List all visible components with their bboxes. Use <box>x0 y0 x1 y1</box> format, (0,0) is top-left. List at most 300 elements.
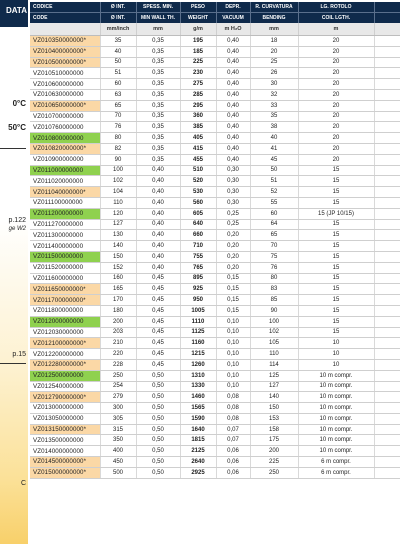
cell-weight: 2640 <box>180 457 216 468</box>
cell-wall: 0,35 <box>136 46 180 57</box>
cell-wall: 0,50 <box>136 381 180 392</box>
cell-coil: 15 <box>298 165 374 176</box>
table-row <box>30 122 400 133</box>
cell-bending: 200 <box>250 446 298 457</box>
cell-vacuum: 0,10 <box>216 381 250 392</box>
cell-extra <box>374 424 400 435</box>
cell-bending: 158 <box>250 424 298 435</box>
cell-vacuum: 0,30 <box>216 187 250 198</box>
cell-extra <box>374 295 400 306</box>
cell-weight: 285 <box>180 89 216 100</box>
cell-diameter: 500 <box>100 467 136 478</box>
cell-code: VZ011650000000* <box>30 284 100 295</box>
cell-diameter: 254 <box>100 381 136 392</box>
cell-weight: 195 <box>180 36 216 47</box>
cell-extra <box>374 435 400 446</box>
cell-extra <box>374 316 400 327</box>
cell-vacuum: 0,40 <box>216 133 250 144</box>
cell-coil: 15 <box>298 316 374 327</box>
cell-bending: 64 <box>250 219 298 230</box>
cell-bending: 150 <box>250 403 298 414</box>
cell-vacuum: 0,30 <box>216 176 250 187</box>
cell-coil: 20 <box>298 36 374 47</box>
cell-wall: 0,40 <box>136 176 180 187</box>
table-row <box>30 349 400 360</box>
cell-wall: 0,50 <box>136 403 180 414</box>
sidebar-header-label: DATA <box>5 6 27 15</box>
cell-diameter: 305 <box>100 413 136 424</box>
cell-code: VZ010600000000 <box>30 79 100 90</box>
cell-diameter: 80 <box>100 133 136 144</box>
cell-vacuum: 0,15 <box>216 295 250 306</box>
table-row <box>30 187 400 198</box>
cell-coil: 15 <box>298 251 374 262</box>
cell-weight: 1310 <box>180 370 216 381</box>
table-row <box>30 295 400 306</box>
cell-wall: 0,45 <box>136 316 180 327</box>
cell-bending: 90 <box>250 305 298 316</box>
cell-wall: 0,35 <box>136 100 180 111</box>
cell-wall: 0,35 <box>136 36 180 47</box>
table-row <box>30 413 400 424</box>
col-diameter-header: Ø INT. <box>100 2 136 13</box>
table-row <box>30 316 400 327</box>
sidebar-header <box>0 0 28 27</box>
cell-diameter: 120 <box>100 208 136 219</box>
cell-diameter: 250 <box>100 370 136 381</box>
table-row <box>30 79 400 90</box>
table-row <box>30 36 400 47</box>
cell-code: VZ014500000000* <box>30 457 100 468</box>
cell-coil: 15 <box>298 305 374 316</box>
cell-extra <box>374 133 400 144</box>
cell-weight: 1640 <box>180 424 216 435</box>
cell-wall: 0,40 <box>136 230 180 241</box>
unit-coil: m <box>298 23 374 36</box>
cell-wall: 0,40 <box>136 197 180 208</box>
cell-diameter: 65 <box>100 100 136 111</box>
cell-wall: 0,50 <box>136 457 180 468</box>
cell-wall: 0,40 <box>136 241 180 252</box>
cell-extra <box>374 219 400 230</box>
cell-diameter: 180 <box>100 305 136 316</box>
cell-coil: 15 <box>298 187 374 198</box>
cell-vacuum: 0,15 <box>216 284 250 295</box>
table-row <box>30 219 400 230</box>
cell-code: VZ011600000000 <box>30 273 100 284</box>
cell-coil: 10 <box>298 349 374 360</box>
cell-code: VZ010650000000* <box>30 100 100 111</box>
cell-bending: 153 <box>250 413 298 424</box>
cell-weight: 1565 <box>180 403 216 414</box>
cell-code: VZ010700000000 <box>30 111 100 122</box>
cell-vacuum: 0,40 <box>216 46 250 57</box>
cell-extra <box>374 370 400 381</box>
sidebar-ref-3: p.15 <box>12 351 26 358</box>
left-sidebar <box>0 0 28 544</box>
cell-diameter: 450 <box>100 457 136 468</box>
cell-extra <box>374 36 400 47</box>
cell-weight: 455 <box>180 154 216 165</box>
cell-weight: 710 <box>180 241 216 252</box>
cell-code: VZ010800000000 <box>30 133 100 144</box>
cell-weight: 2925 <box>180 467 216 478</box>
cell-bending: 30 <box>250 79 298 90</box>
cell-code: VZ010900000000 <box>30 154 100 165</box>
cell-vacuum: 0,15 <box>216 305 250 316</box>
cell-diameter: 203 <box>100 327 136 338</box>
table-row <box>30 111 400 122</box>
cell-vacuum: 0,15 <box>216 273 250 284</box>
cell-extra <box>374 413 400 424</box>
cell-code: VZ012200000000 <box>30 349 100 360</box>
cell-diameter: 160 <box>100 273 136 284</box>
unit-code <box>30 23 100 36</box>
cell-extra <box>374 251 400 262</box>
cell-coil: 10 m compr. <box>298 392 374 403</box>
cell-diameter: 100 <box>100 165 136 176</box>
cell-extra <box>374 100 400 111</box>
cell-diameter: 220 <box>100 349 136 360</box>
cell-coil: 15 <box>298 327 374 338</box>
cell-wall: 0,45 <box>136 273 180 284</box>
cell-code: VZ010400000000* <box>30 46 100 57</box>
unit-wall: mm <box>136 23 180 36</box>
cell-code: VZ012280000000* <box>30 359 100 370</box>
cell-bending: 52 <box>250 187 298 198</box>
table-row <box>30 392 400 403</box>
cell-coil: 20 <box>298 46 374 57</box>
cell-weight: 1160 <box>180 338 216 349</box>
sidebar-footnote: C <box>20 480 26 487</box>
cell-coil: 10 m compr. <box>298 370 374 381</box>
cell-code: VZ010630000000 <box>30 89 100 100</box>
cell-diameter: 315 <box>100 424 136 435</box>
cell-weight: 755 <box>180 251 216 262</box>
cell-diameter: 35 <box>100 36 136 47</box>
col-weight-header-en: WEIGHT <box>180 13 216 24</box>
cell-weight: 2125 <box>180 446 216 457</box>
cell-extra <box>374 262 400 273</box>
cell-code: VZ011400000000 <box>30 241 100 252</box>
cell-coil: 20 <box>298 143 374 154</box>
cell-diameter: 130 <box>100 230 136 241</box>
cell-coil: 20 <box>298 111 374 122</box>
cell-code: VZ013050000000 <box>30 413 100 424</box>
cell-wall: 0,45 <box>136 305 180 316</box>
cell-diameter: 82 <box>100 143 136 154</box>
col-extra-header-en <box>374 13 400 24</box>
cell-wall: 0,50 <box>136 446 180 457</box>
cell-wall: 0,35 <box>136 79 180 90</box>
cell-extra <box>374 143 400 154</box>
cell-diameter: 104 <box>100 187 136 198</box>
cell-extra <box>374 89 400 100</box>
cell-extra <box>374 122 400 133</box>
cell-diameter: 50 <box>100 57 136 68</box>
col-code-header-en: CODE <box>30 13 100 24</box>
cell-bending: 76 <box>250 262 298 273</box>
col-diameter-header-en: Ø INT. <box>100 13 136 24</box>
header-row-en <box>30 13 400 24</box>
cell-diameter: 102 <box>100 176 136 187</box>
cell-coil: 15 (JP 10/15) <box>298 208 374 219</box>
cell-vacuum: 0,06 <box>216 467 250 478</box>
cell-code: VZ011100000000 <box>30 197 100 208</box>
unit-extra <box>374 23 400 36</box>
cell-coil: 10 m compr. <box>298 424 374 435</box>
cell-weight: 275 <box>180 79 216 90</box>
cell-bending: 83 <box>250 284 298 295</box>
cell-wall: 0,45 <box>136 295 180 306</box>
cell-weight: 1815 <box>180 435 216 446</box>
cell-coil: 10 <box>298 359 374 370</box>
cell-vacuum: 0,40 <box>216 143 250 154</box>
cell-bending: 225 <box>250 457 298 468</box>
cell-weight: 1460 <box>180 392 216 403</box>
cell-bending: 25 <box>250 57 298 68</box>
cell-vacuum: 0,10 <box>216 370 250 381</box>
cell-extra <box>374 392 400 403</box>
cell-weight: 530 <box>180 187 216 198</box>
cell-weight: 295 <box>180 100 216 111</box>
col-vacuum-header-en: VACUUM <box>216 13 250 24</box>
cell-bending: 127 <box>250 381 298 392</box>
cell-vacuum: 0,10 <box>216 316 250 327</box>
col-bending-header-en: BENDING <box>250 13 298 24</box>
cell-wall: 0,40 <box>136 187 180 198</box>
cell-wall: 0,35 <box>136 122 180 133</box>
cell-extra <box>374 79 400 90</box>
table-row <box>30 327 400 338</box>
cell-vacuum: 0,40 <box>216 89 250 100</box>
cell-bending: 41 <box>250 143 298 154</box>
cell-wall: 0,35 <box>136 57 180 68</box>
col-wall-header: SPESS. MIN. <box>136 2 180 13</box>
cell-weight: 1215 <box>180 349 216 360</box>
cell-weight: 1330 <box>180 381 216 392</box>
cell-vacuum: 0,08 <box>216 392 250 403</box>
sidebar-ref-1: p.122 <box>8 217 26 224</box>
cell-code: VZ010760000000 <box>30 122 100 133</box>
cell-coil: 10 m compr. <box>298 446 374 457</box>
cell-vacuum: 0,20 <box>216 251 250 262</box>
cell-weight: 520 <box>180 176 216 187</box>
cell-extra <box>374 446 400 457</box>
table-row <box>30 370 400 381</box>
cell-wall: 0,50 <box>136 467 180 478</box>
sidebar-ref-2: ge W2 <box>8 226 26 232</box>
table-row <box>30 143 400 154</box>
cell-coil: 10 m compr. <box>298 381 374 392</box>
table-row <box>30 381 400 392</box>
cell-extra <box>374 403 400 414</box>
cell-wall: 0,35 <box>136 68 180 79</box>
cell-diameter: 200 <box>100 316 136 327</box>
cell-code: VZ012030000000 <box>30 327 100 338</box>
cell-weight: 1110 <box>180 316 216 327</box>
cell-coil: 15 <box>298 262 374 273</box>
cell-code: VZ011020000000 <box>30 176 100 187</box>
cell-code: VZ011000000000 <box>30 165 100 176</box>
cell-diameter: 140 <box>100 241 136 252</box>
cell-vacuum: 0,40 <box>216 68 250 79</box>
cell-bending: 20 <box>250 46 298 57</box>
cell-wall: 0,50 <box>136 435 180 446</box>
cell-coil: 6 m compr. <box>298 467 374 478</box>
col-wall-header-en: MIN WALL TH. <box>136 13 180 24</box>
table-row <box>30 403 400 414</box>
cell-code: VZ011500000000 <box>30 251 100 262</box>
cell-vacuum: 0,25 <box>216 208 250 219</box>
cell-code: VZ013000000000 <box>30 403 100 414</box>
cell-extra <box>374 457 400 468</box>
cell-extra <box>374 111 400 122</box>
table-row <box>30 154 400 165</box>
cell-weight: 415 <box>180 143 216 154</box>
cell-bending: 175 <box>250 435 298 446</box>
table-row <box>30 176 400 187</box>
cell-vacuum: 0,20 <box>216 230 250 241</box>
cell-extra <box>374 46 400 57</box>
cell-vacuum: 0,25 <box>216 219 250 230</box>
cell-weight: 385 <box>180 122 216 133</box>
cell-wall: 0,45 <box>136 284 180 295</box>
cell-weight: 230 <box>180 68 216 79</box>
cell-weight: 605 <box>180 208 216 219</box>
table-row <box>30 284 400 295</box>
cell-vacuum: 0,08 <box>216 413 250 424</box>
cell-coil: 20 <box>298 133 374 144</box>
cell-weight: 660 <box>180 230 216 241</box>
cell-extra <box>374 359 400 370</box>
cell-extra <box>374 230 400 241</box>
table-row <box>30 435 400 446</box>
table-row <box>30 424 400 435</box>
cell-weight: 765 <box>180 262 216 273</box>
cell-vacuum: 0,07 <box>216 424 250 435</box>
cell-bending: 33 <box>250 100 298 111</box>
cell-coil: 15 <box>298 197 374 208</box>
cell-weight: 360 <box>180 111 216 122</box>
cell-code: VZ014000000000 <box>30 446 100 457</box>
cell-coil: 15 <box>298 176 374 187</box>
unit-vacuum: m H₂O <box>216 23 250 36</box>
cell-code: VZ012500000000 <box>30 370 100 381</box>
cell-coil: 15 <box>298 230 374 241</box>
cell-coil: 15 <box>298 284 374 295</box>
cell-diameter: 150 <box>100 251 136 262</box>
cell-bending: 51 <box>250 176 298 187</box>
table-row <box>30 165 400 176</box>
table-row <box>30 467 400 478</box>
cell-coil: 15 <box>298 241 374 252</box>
cell-code: VZ012540000000 <box>30 381 100 392</box>
cell-wall: 0,45 <box>136 327 180 338</box>
cell-vacuum: 0,10 <box>216 338 250 349</box>
table-row <box>30 359 400 370</box>
cell-diameter: 228 <box>100 359 136 370</box>
unit-diameter: mm/inch <box>100 23 136 36</box>
cell-code: VZ012000000000 <box>30 316 100 327</box>
cell-weight: 405 <box>180 133 216 144</box>
cell-vacuum: 0,10 <box>216 359 250 370</box>
cell-wall: 0,35 <box>136 133 180 144</box>
cell-code: VZ011520000000 <box>30 262 100 273</box>
cell-coil: 20 <box>298 79 374 90</box>
header-row-it <box>30 2 400 13</box>
cell-wall: 0,50 <box>136 392 180 403</box>
cell-extra <box>374 187 400 198</box>
cell-wall: 0,40 <box>136 251 180 262</box>
sidebar-divider <box>0 148 26 149</box>
cell-coil: 6 m compr. <box>298 457 374 468</box>
table-row <box>30 133 400 144</box>
col-extra-header <box>374 2 400 13</box>
cell-bending: 50 <box>250 165 298 176</box>
cell-vacuum: 0,40 <box>216 100 250 111</box>
cell-wall: 0,40 <box>136 262 180 273</box>
cell-bending: 60 <box>250 208 298 219</box>
cell-vacuum: 0,40 <box>216 36 250 47</box>
cell-vacuum: 0,20 <box>216 262 250 273</box>
table-body <box>30 36 400 479</box>
unit-bending: mm <box>250 23 298 36</box>
cell-wall: 0,40 <box>136 165 180 176</box>
cell-extra <box>374 327 400 338</box>
cell-coil: 10 <box>298 338 374 349</box>
cell-bending: 40 <box>250 133 298 144</box>
cell-code: VZ015000000000* <box>30 467 100 478</box>
cell-vacuum: 0,06 <box>216 457 250 468</box>
cell-weight: 1260 <box>180 359 216 370</box>
cell-coil: 10 m compr. <box>298 403 374 414</box>
table-row <box>30 262 400 273</box>
cell-weight: 185 <box>180 46 216 57</box>
cell-vacuum: 0,30 <box>216 165 250 176</box>
cell-coil: 15 <box>298 219 374 230</box>
table-row <box>30 446 400 457</box>
cell-diameter: 165 <box>100 284 136 295</box>
cell-diameter: 170 <box>100 295 136 306</box>
table-row <box>30 457 400 468</box>
cell-weight: 510 <box>180 165 216 176</box>
cell-weight: 1590 <box>180 413 216 424</box>
col-coil-header-en: COIL LGTH. <box>298 13 374 24</box>
cell-bending: 102 <box>250 327 298 338</box>
cell-bending: 100 <box>250 316 298 327</box>
cell-extra <box>374 284 400 295</box>
cell-coil: 20 <box>298 68 374 79</box>
cell-extra <box>374 338 400 349</box>
cell-wall: 0,45 <box>136 338 180 349</box>
cell-bending: 35 <box>250 111 298 122</box>
cell-code: VZ013500000000 <box>30 435 100 446</box>
cell-code: VZ011040000000* <box>30 187 100 198</box>
cell-code: VZ010820000000* <box>30 143 100 154</box>
cell-vacuum: 0,20 <box>216 241 250 252</box>
cell-extra <box>374 349 400 360</box>
col-weight-header: PESO <box>180 2 216 13</box>
cell-weight: 640 <box>180 219 216 230</box>
product-table <box>30 2 400 479</box>
cell-bending: 65 <box>250 230 298 241</box>
cell-diameter: 60 <box>100 79 136 90</box>
cell-wall: 0,40 <box>136 219 180 230</box>
cell-extra <box>374 57 400 68</box>
cell-code: VZ011270000000 <box>30 219 100 230</box>
cell-coil: 20 <box>298 100 374 111</box>
